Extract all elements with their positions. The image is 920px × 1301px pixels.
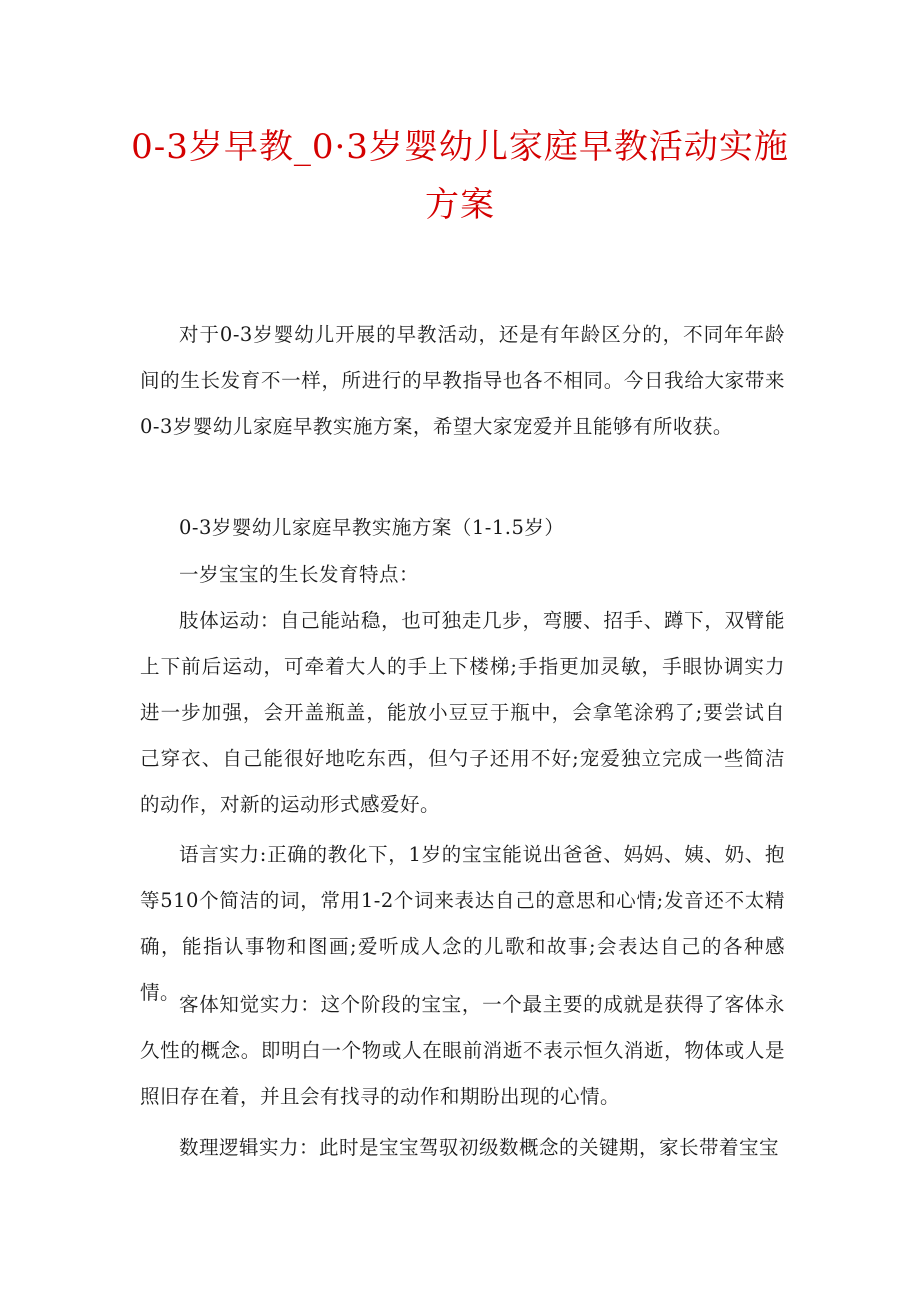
motor-paragraph: 肢体运动：自己能站稳，也可独走几步，弯腰、招手、蹲下，双臂能上下前后运动，可牵着大人的手上下楼梯;手指更加灵敏，手眼协调实力进一步加强，会开盖瓶盖，能放小豆豆于瓶中，会拿笔涂鸦了;要尝试自己穿衣、自己能很好地吃东西，但勺子还用不好;宠爱独立完成一些简洁的动作，对新的运动形式感爱好。	[140, 609, 785, 816]
document-title: 0-3岁早教_0·3岁婴幼儿家庭早教活动实施方案	[131, 127, 789, 225]
intro-paragraph: 对于0-3岁婴幼儿开展的早教活动，还是有年龄区分的，不同年年龄间的生长发育不一样，所进行的早教指导也各不相同。今日我给大家带来0-3岁婴幼儿家庭早教实施方案，希望大家宠爱并且能够有所收获。	[140, 323, 785, 438]
math-logic-paragraph: 数理逻辑实力：此时是宝宝驾驭初级数概念的关键期，家长带着宝宝	[179, 1136, 780, 1159]
language-paragraph: 语言实力:正确的教化下，1岁的宝宝能说出爸爸、妈妈、姨、奶、抱等510个简洁的词，常用1-2个词来表达自己的意思和心情;发音还不太精确，能指认事物和图画;爱听成人念的儿歌和故事;会表达自己的各种感情。	[140, 843, 785, 1004]
section-heading: 0-3岁婴幼儿家庭早教实施方案（1-1.5岁）	[179, 516, 565, 539]
subheading: 一岁宝宝的生长发育特点：	[179, 563, 420, 586]
object-perception-paragraph: 客体知觉实力：这个阶段的宝宝，一个最主要的成就是获得了客体永久性的概念。即明白一个物或人在眼前消逝不表示恒久消逝，物体或人是照旧存在着，并且会有找寻的动作和期盼出现的心情。	[140, 993, 785, 1108]
